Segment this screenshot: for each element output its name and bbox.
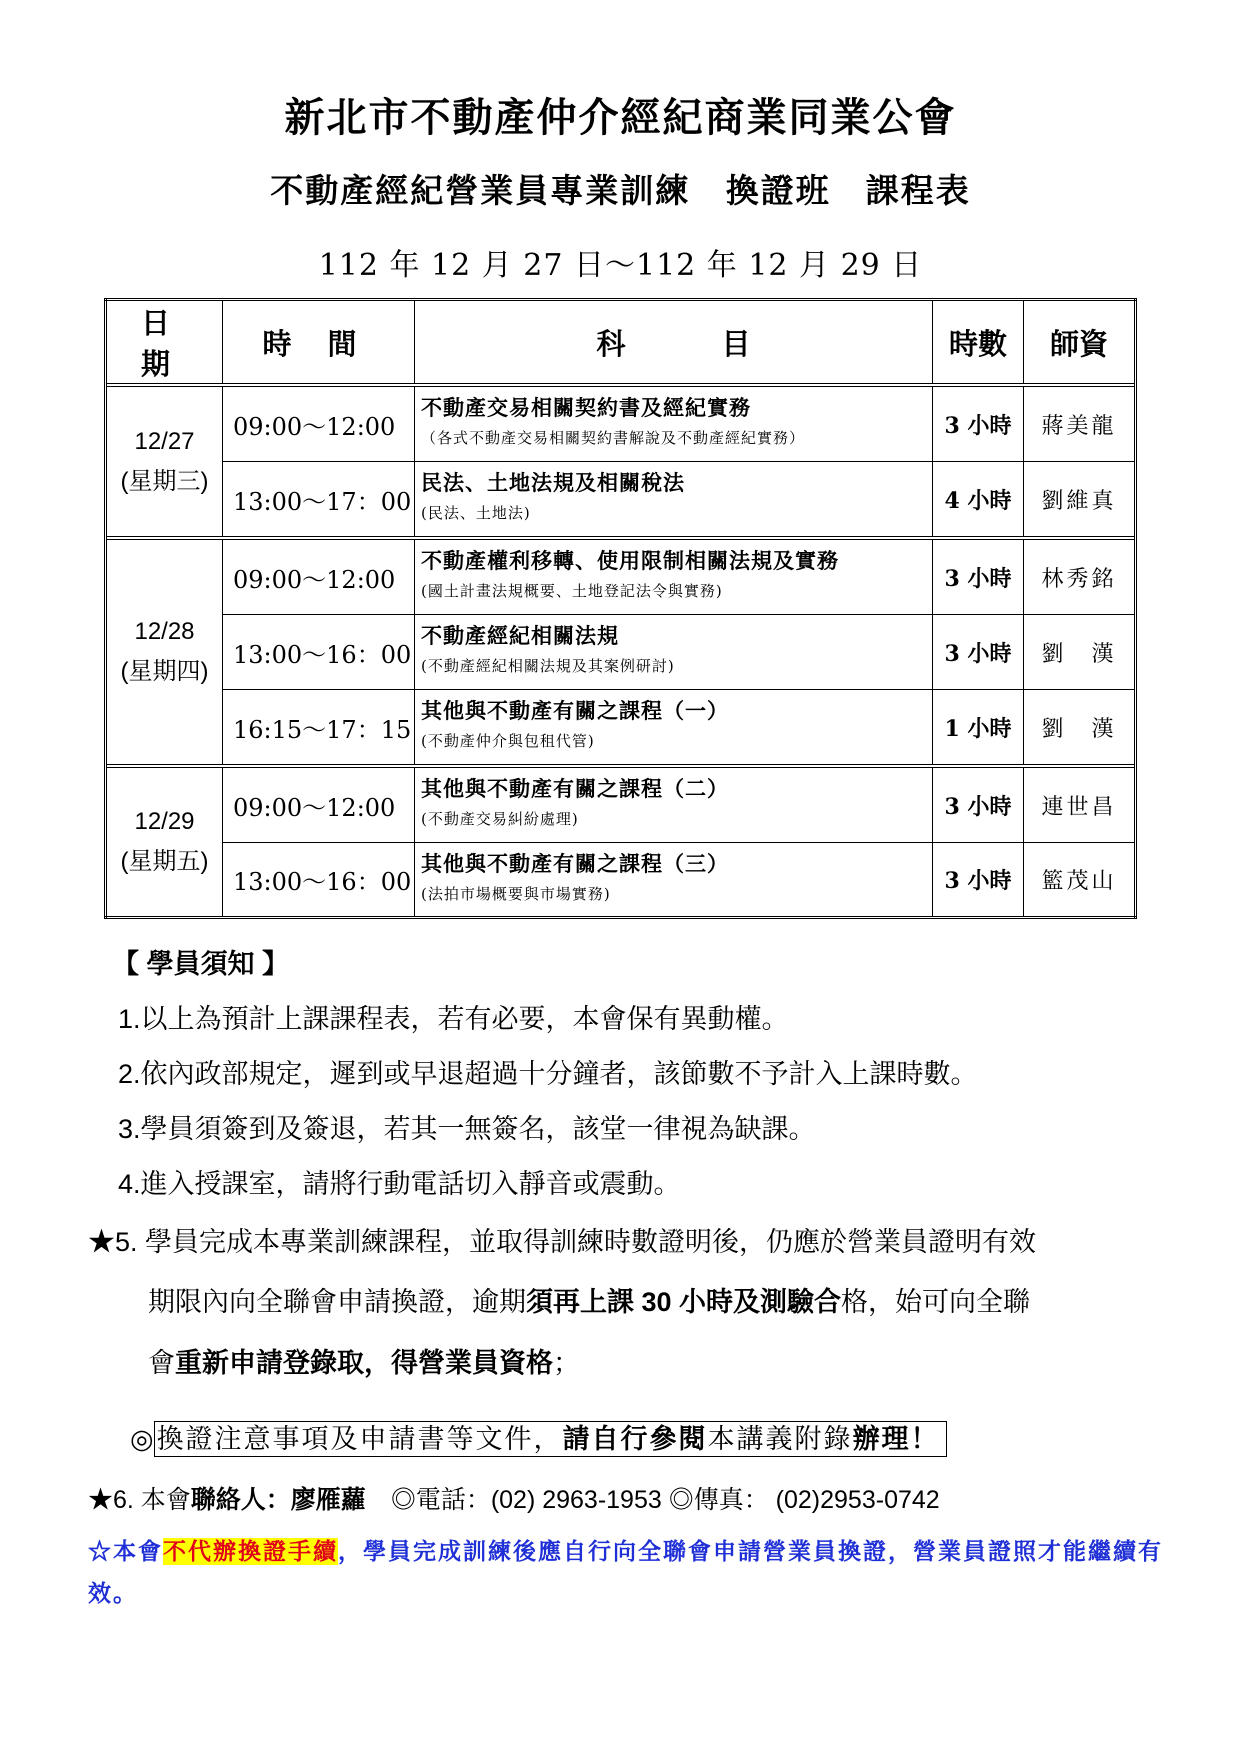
weekday: (星期四) [120, 658, 209, 685]
org-title: 新北市不動產仲介經紀商業同業公會 [284, 94, 957, 141]
time-cell: 09:00～12:00 [223, 768, 415, 843]
header-time: 時間 [223, 300, 415, 384]
notice-item-5: ★5. 學員完成本專業訓練課程，並取得訓練時數證明後，仍應於營業員證明有效 [88, 1227, 1037, 1257]
notice-item-4: 4.進入授課室，請將行動電話切入靜音或震動。 [118, 1169, 681, 1199]
notice-heading: 【 學員須知 】 [112, 949, 290, 979]
time-cell: 13:00～17：00 [223, 462, 415, 537]
teacher-cell: 劉維真 [1024, 462, 1136, 537]
weekday: (星期三) [120, 467, 209, 495]
notice-item-3: 3.學員須簽到及簽退，若其一無簽名，該堂一律視為缺課。 [118, 1114, 816, 1144]
hours-cell: 1 小時 [933, 690, 1024, 765]
subject-title: 民法、土地法規及相關稅法 [421, 470, 685, 495]
table-row [106, 843, 1136, 918]
footer-warning: ☆本會不代辦換證手續，學員完成訓練後應自行向全聯會申請營業員換證，營業員證照才能繼續有效。 [88, 1538, 1163, 1607]
table-header-row [106, 300, 1136, 384]
reference-note: ◎ 換證注意事項及申請書等文件，請自行參閱本講義附錄辦理！ [130, 1417, 947, 1456]
teacher-cell: 蔣美龍 [1024, 387, 1136, 462]
teacher-cell: 林秀銘 [1024, 540, 1136, 615]
header-hours: 時數 [933, 300, 1024, 384]
contact-info: ★6. 本會聯絡人：廖雁蘿 ◎電話：(02) 2963-1953 ◎傳真： (02)2953-0742 [88, 1486, 940, 1514]
table-row [106, 690, 1136, 765]
teacher-cell: 劉 漢 [1024, 690, 1136, 765]
subject-cell [415, 615, 933, 690]
header-teacher: 師資 [1024, 300, 1136, 384]
subject-cell [415, 540, 933, 615]
time-cell: 09:00～12:00 [223, 387, 415, 462]
table-row [106, 540, 1136, 615]
hours-cell: 3 小時 [933, 768, 1024, 843]
header-date: 日期 [106, 300, 223, 384]
table-row [106, 387, 1136, 462]
reference-note-box: 換證注意事項及申請書等文件，請自行參閱本講義附錄辦理！ [154, 1421, 947, 1457]
subject-cell [415, 690, 933, 765]
highlight-text: 不代辦換證手續 [163, 1538, 338, 1565]
schedule-table [104, 298, 1137, 919]
time-cell: 13:00～16：00 [223, 843, 415, 918]
subject-note: (民法、土地法) [421, 504, 531, 522]
subject-title: 其他與不動產有關之課程（二） [421, 776, 729, 801]
subject-cell [415, 843, 933, 918]
notice-item-1: 1.以上為預計上課課程表，若有必要，本會保有異動權。 [118, 1004, 789, 1034]
subject-cell [415, 462, 933, 537]
date-cell [106, 768, 223, 918]
subject-note: (不動產經紀相關法規及其案例研討) [421, 657, 675, 675]
date: 12/28 [134, 618, 195, 645]
time-cell: 13:00～16：00 [223, 615, 415, 690]
date-cell [106, 387, 223, 537]
subject-cell [415, 768, 933, 843]
table-row [106, 768, 1136, 843]
subject-cell [415, 387, 933, 462]
subject-title: 其他與不動產有關之課程（三） [421, 851, 729, 876]
table-row [106, 615, 1136, 690]
teacher-cell: 籃茂山 [1024, 843, 1136, 918]
header-subject: 科目 [415, 300, 933, 384]
hours-cell: 4 小時 [933, 462, 1024, 537]
teacher-cell: 連世昌 [1024, 768, 1136, 843]
subject-title: 不動產權利移轉、使用限制相關法規及實務 [421, 548, 839, 573]
subject-note: (不動產交易糾紛處理) [421, 810, 579, 828]
table-row [106, 462, 1136, 537]
notice-item-2: 2.依內政部規定，遲到或早退超過十分鐘者，該節數不予計入上課時數。 [118, 1059, 978, 1089]
teacher-cell: 劉 漢 [1024, 615, 1136, 690]
date: 12/27 [134, 427, 195, 455]
subject-title: 不動產經紀相關法規 [421, 623, 619, 648]
date-range: 112 年 12 月 27 日～112 年 12 月 29 日 [318, 248, 923, 283]
hours-cell: 3 小時 [933, 615, 1024, 690]
subject-note: （各式不動產交易相關契約書解說及不動產經紀實務） [421, 429, 806, 447]
time-cell: 16:15～17：15 [223, 690, 415, 765]
hours-cell: 3 小時 [933, 387, 1024, 462]
weekday: (星期五) [120, 848, 209, 875]
subject-title: 不動產交易相關契約書及經紀實務 [421, 395, 751, 420]
course-title: 不動產經紀營業員專業訓練 換證班 課程表 [270, 171, 971, 210]
date-cell [106, 540, 223, 765]
hours-cell: 3 小時 [933, 843, 1024, 918]
notice-item-5-line2: 期限內向全聯會申請換證，逾期須再上課 30 小時及測驗合格，始可向全聯 [148, 1287, 1031, 1317]
hours-cell: 3 小時 [933, 540, 1024, 615]
subject-title: 其他與不動產有關之課程（一） [421, 698, 729, 723]
time-cell: 09:00～12:00 [223, 540, 415, 615]
subject-note: (法拍市場概要與市場實務) [421, 885, 611, 903]
subject-note: (國土計畫法規概要、土地登記法令與實務) [421, 582, 723, 600]
date: 12/29 [134, 808, 195, 835]
subject-note: (不動產仲介與包租代管) [421, 732, 595, 750]
notice-item-5-line3: 會重新申請登錄取，得營業員資格； [148, 1348, 580, 1378]
